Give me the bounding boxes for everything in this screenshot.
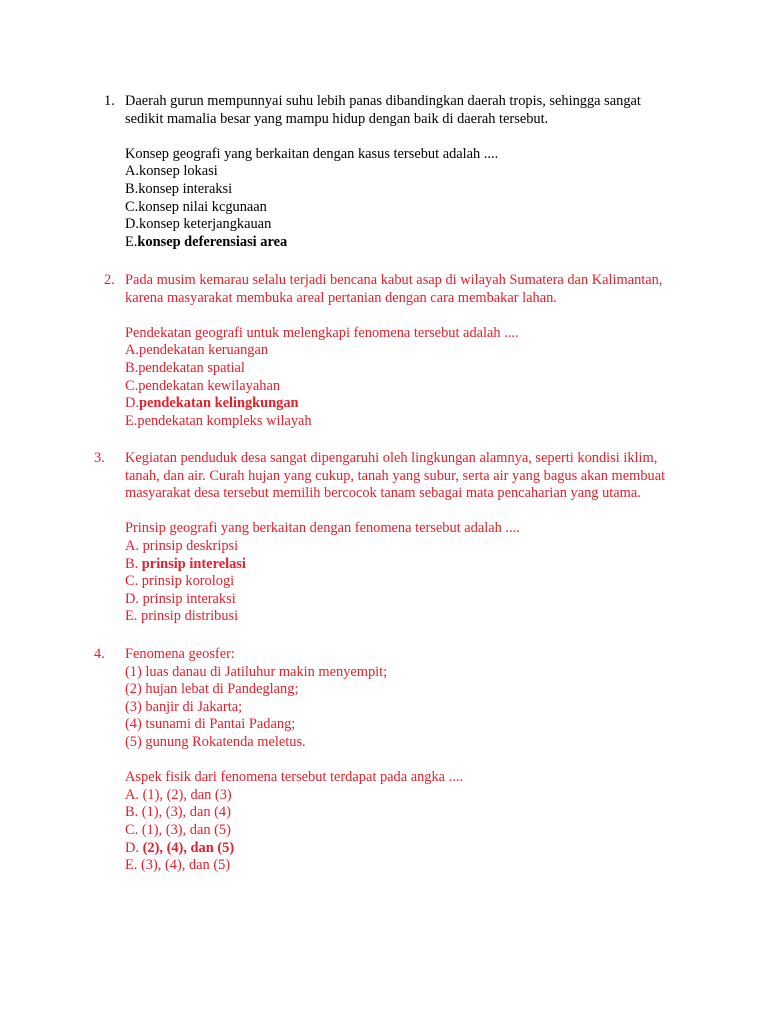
option-prefix: A. bbox=[125, 786, 143, 803]
option-prefix: C. bbox=[125, 377, 139, 394]
option-e-answer bbox=[125, 234, 680, 252]
option-a bbox=[125, 342, 680, 360]
option-e bbox=[125, 608, 680, 626]
question-stem bbox=[125, 450, 680, 503]
option-prefix: A. bbox=[125, 342, 139, 359]
option-b-answer bbox=[125, 556, 680, 574]
question-prompt: Prinsip geografi yang berkaitan dengan fenomena tersebut adalah .... bbox=[125, 520, 520, 537]
option-e bbox=[125, 857, 680, 875]
option-a bbox=[125, 538, 680, 556]
stem-line: (3) banjir di Jakarta; bbox=[125, 698, 243, 715]
option-prefix: B. bbox=[125, 359, 139, 376]
option-c bbox=[125, 573, 680, 591]
option-text: prinsip korologi bbox=[141, 573, 235, 590]
option-prefix: D. bbox=[125, 590, 143, 607]
option-text: konsep lokasi bbox=[139, 163, 218, 180]
stem-line: karena masyarakat membuka areal pertanian dengan cara membakar lahan. bbox=[125, 289, 557, 306]
option-text: (3), (4), dan (5) bbox=[141, 857, 231, 874]
stem-line: Daerah gurun mempunnyai suhu lebih panas dibandingkan daerah tropis, sehingga sangat bbox=[125, 93, 641, 109]
option-prefix: E. bbox=[125, 233, 138, 250]
stem-line: masyarakat desa tersebut memilih bercocok tanam sebagai mata pencaharian yang utama. bbox=[125, 485, 641, 502]
option-prefix: A. bbox=[125, 537, 143, 554]
option-c bbox=[125, 822, 680, 840]
option-text: (1), (3), dan (5) bbox=[141, 821, 231, 838]
option-b bbox=[125, 181, 680, 199]
option-text: prinsip distribusi bbox=[141, 608, 239, 625]
question-stem bbox=[125, 93, 680, 128]
option-text: (1), (3), dan (4) bbox=[141, 804, 231, 821]
option-text: konsep deferensiasi area bbox=[137, 233, 288, 250]
option-prefix: C. bbox=[125, 198, 139, 215]
option-text: konsep keterjangkauan bbox=[139, 216, 272, 233]
question-stem bbox=[125, 646, 680, 752]
option-prefix: C. bbox=[125, 821, 142, 838]
stem-line: sedikit mamalia besar yang mampu hidup dengan baik di daerah tersebut. bbox=[125, 110, 549, 127]
stem-line: (2) hujan lebat di Pandeglang; bbox=[125, 681, 299, 698]
option-prefix: E. bbox=[125, 857, 141, 874]
option-prefix: B. bbox=[125, 180, 139, 197]
option-e bbox=[125, 413, 680, 431]
question-prompt: Aspek fisik dari fenomena tersebut terdapat pada angka .... bbox=[125, 769, 464, 786]
stem-line: Pada musim kemarau selalu terjadi bencana kabut asap di wilayah Sumatera dan Kalimantan, bbox=[125, 272, 663, 288]
option-prefix: C. bbox=[125, 573, 142, 590]
option-text: pendekatan kompleks wilayah bbox=[137, 412, 312, 429]
option-d-answer bbox=[125, 840, 680, 858]
option-text: pendekatan kelingkungan bbox=[139, 395, 299, 412]
option-b bbox=[125, 804, 680, 822]
stem-line: (4) tsunami di Pantai Padang; bbox=[125, 716, 296, 733]
option-a bbox=[125, 787, 680, 805]
question-number: 3. bbox=[94, 450, 105, 466]
option-text: prinsip interaksi bbox=[142, 590, 236, 607]
option-text: pendekatan kewilayahan bbox=[138, 377, 281, 394]
option-text: (1), (2), dan (3) bbox=[142, 786, 232, 803]
option-d bbox=[125, 591, 680, 609]
question-stem bbox=[125, 272, 680, 307]
option-prefix: B. bbox=[125, 555, 142, 572]
question-prompt: Konsep geografi yang berkaitan dengan kasus tersebut adalah .... bbox=[125, 145, 499, 162]
option-text: konsep nilai kcgunaan bbox=[138, 198, 267, 215]
option-text: pendekatan keruangan bbox=[139, 342, 269, 359]
question-prompt: Pendekatan geografi untuk melengkapi fenomena tersebut adalah .... bbox=[125, 324, 519, 341]
option-text: pendekatan spatial bbox=[138, 359, 245, 376]
option-prefix: D. bbox=[125, 216, 139, 233]
stem-line: Kegiatan penduduk desa sangat dipengaruhi oleh lingkungan alamnya, seperti kondisi iklim, bbox=[125, 450, 658, 466]
option-d-answer bbox=[125, 395, 680, 413]
question-number: 1. bbox=[104, 93, 115, 109]
stem-line: (5) gunung Rokatenda meletus. bbox=[125, 733, 306, 750]
option-prefix: A. bbox=[125, 163, 139, 180]
option-prefix: D. bbox=[125, 839, 143, 856]
stem-line: (1) luas danau di Jatiluhur makin menyempit; bbox=[125, 663, 388, 680]
option-b bbox=[125, 360, 680, 378]
option-c bbox=[125, 199, 680, 217]
stem-line: tanah, dan air. Curah hujan yang cukup, tanah yang subur, serta air yang bagus akan membuat bbox=[125, 467, 666, 484]
option-prefix: E. bbox=[125, 608, 141, 625]
option-text: konsep interaksi bbox=[138, 180, 233, 197]
option-d bbox=[125, 216, 680, 234]
stem-line: Fenomena geosfer: bbox=[125, 646, 235, 662]
option-text: prinsip interelasi bbox=[141, 555, 246, 572]
option-text: prinsip deskripsi bbox=[142, 537, 239, 554]
option-c bbox=[125, 378, 680, 396]
option-prefix: D. bbox=[125, 395, 139, 412]
question-number: 2. bbox=[104, 272, 115, 288]
option-prefix: B. bbox=[125, 804, 142, 821]
option-a bbox=[125, 163, 680, 181]
option-prefix: E. bbox=[125, 412, 138, 429]
option-text: (2), (4), dan (5) bbox=[142, 839, 235, 856]
question-number: 4. bbox=[94, 646, 105, 662]
